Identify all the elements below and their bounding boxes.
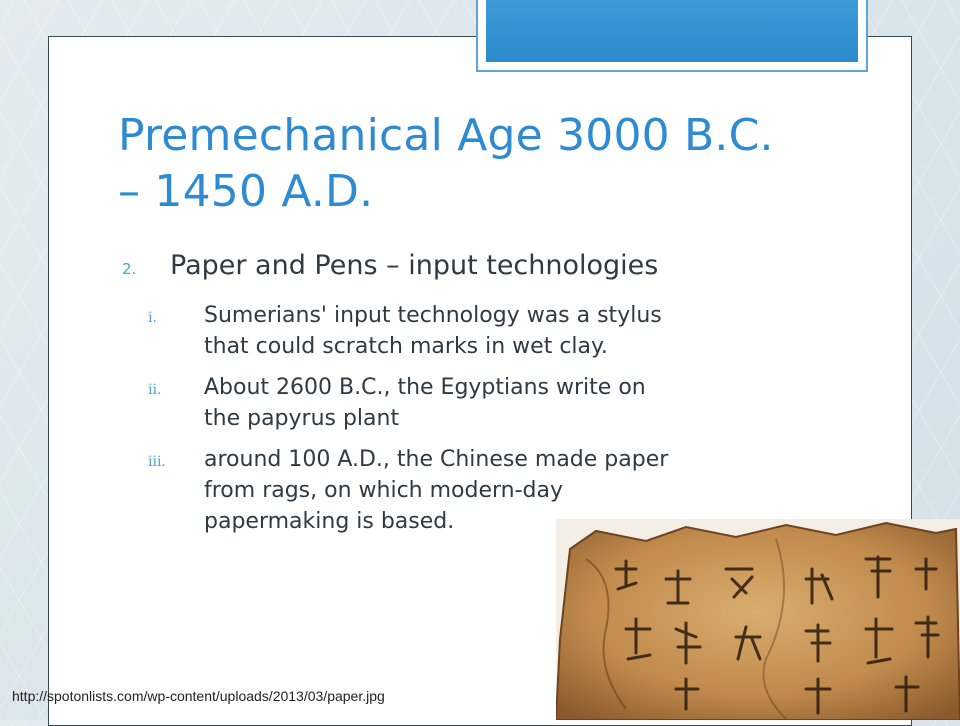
main-point-number: 2. (122, 260, 137, 278)
subpoint-item (148, 372, 828, 434)
title-accent-box (476, 0, 868, 72)
subpoint-line: from rags, on which modern-day (204, 478, 564, 503)
subpoint-numeral: ii. (148, 382, 162, 398)
subpoint-line: About 2600 B.C., the Egyptians write on (204, 375, 646, 400)
subpoint-numeral: i. (148, 310, 157, 326)
subpoint-line: Sumerians' input technology was a stylus (204, 303, 662, 328)
subpoint-line: papermaking is based. (204, 509, 455, 534)
title-line-1: Premechanical Age 3000 B.C. (118, 110, 774, 161)
subpoint-list (148, 300, 828, 547)
ancient-paper-illustration (556, 519, 960, 720)
slide-title (118, 108, 838, 220)
subpoint-numeral: iii. (148, 454, 166, 470)
image-source-url[interactable]: http://spotonlists.com/wp-content/uploads/2013/03/paper.jpg (12, 688, 385, 704)
subpoint-line: around 100 A.D., the Chinese made paper (204, 447, 669, 472)
subpoint-line: that could scratch marks in wet clay. (204, 334, 608, 359)
subpoint-item (148, 300, 828, 362)
subpoint-line: the papyrus plant (204, 406, 400, 431)
ancient-paper-photo (556, 519, 960, 720)
paper-fragment (556, 523, 960, 720)
title-accent-fill (486, 0, 858, 62)
title-line-2: – 1450 A.D. (118, 166, 374, 217)
main-point (122, 250, 822, 281)
main-point-text: Paper and Pens – input technologies (170, 250, 659, 281)
